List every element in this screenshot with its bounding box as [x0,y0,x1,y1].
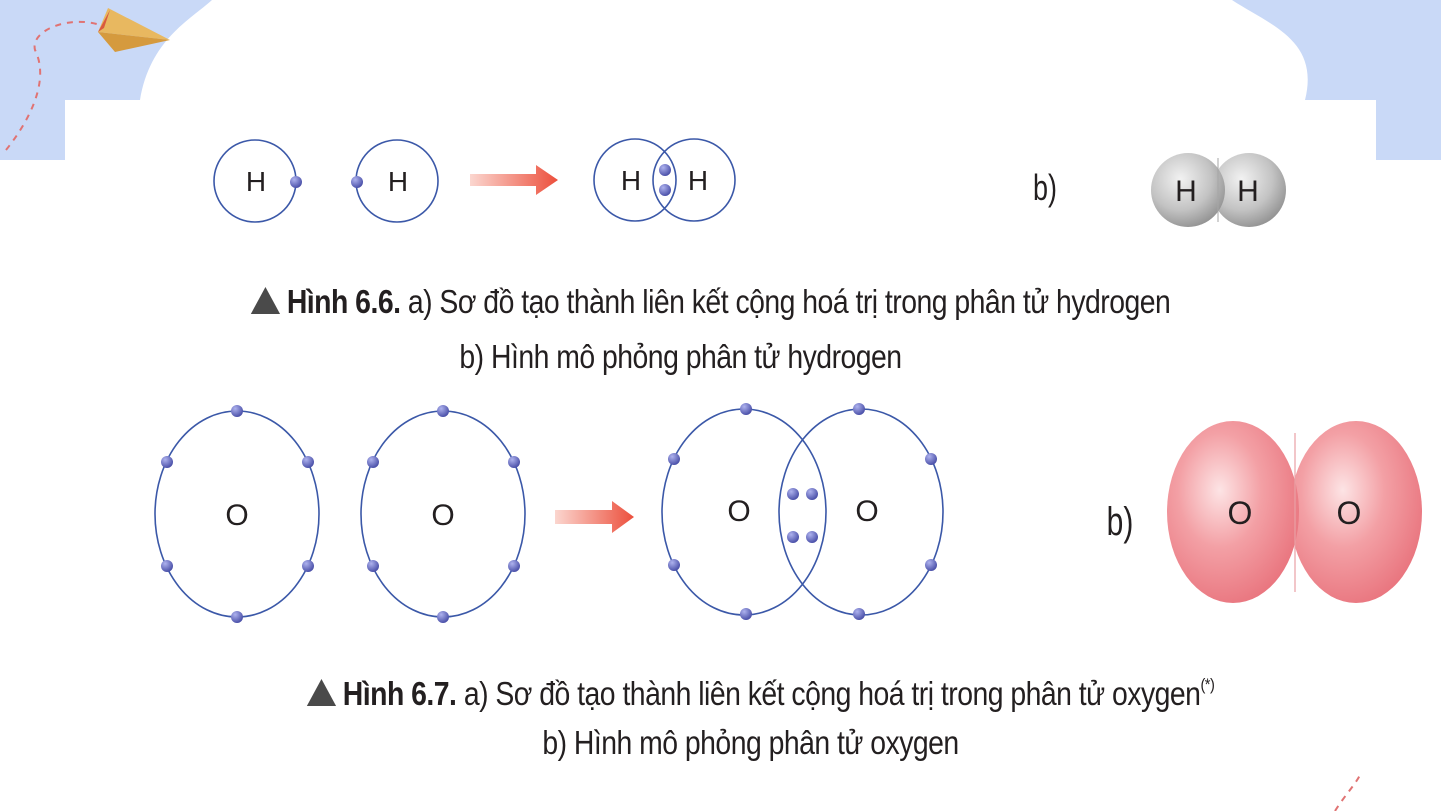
fig67-caption [141,665,1380,714]
h2-symbol-left: H [620,165,642,196]
triangle-icon [307,679,336,706]
fig67-caption-line1: a) Sơ đồ tạo thành liên kết cộng hoá trị trong phân tử oxygen [463,675,1201,712]
fig66-part-b-label: b) [1033,167,1057,208]
o-model-symbol-left: O [1227,495,1253,531]
triangle-icon [251,287,280,314]
o-atom-2-symbol: O [431,499,455,532]
h-model-symbol-right: H [1237,175,1259,208]
h2-symbol-right: H [687,165,709,196]
h2-shared-electron [659,184,671,196]
h-atom-2-symbol: H [387,166,409,197]
h-atom-1-symbol: H [245,166,267,197]
fig66-caption-lead: Hình 6.6. [286,283,401,320]
hydrogen-molecule-model [1151,153,1286,227]
o-model-symbol-right: O [1336,495,1362,531]
fig67-caption-line2: b) Hình mô phỏng phân tử oxygen [542,724,959,761]
fig66-caption [91,282,1330,322]
h2-shared-electron [659,164,671,176]
o2-symbol-left: O [727,495,751,528]
fig67-caption-lead: Hình 6.7. [342,675,457,712]
o-atom-1-symbol: O [225,499,249,532]
oxygen-molecule-model [1167,421,1422,603]
h-atom-2-electron [351,176,363,188]
h-atom-1-electron [290,176,302,188]
fig66-caption-line1: a) Sơ đồ tạo thành liên kết cộng hoá trị trong phân tử hydrogen [407,283,1171,320]
fig67-part-b-label: b) [1106,499,1134,545]
fig67-caption-note: (*) [1200,675,1215,694]
o2-symbol-right: O [855,495,879,528]
h-model-symbol-left: H [1175,175,1197,208]
fig66-caption-line2: b) Hình mô phỏng phân tử hydrogen [459,338,902,375]
